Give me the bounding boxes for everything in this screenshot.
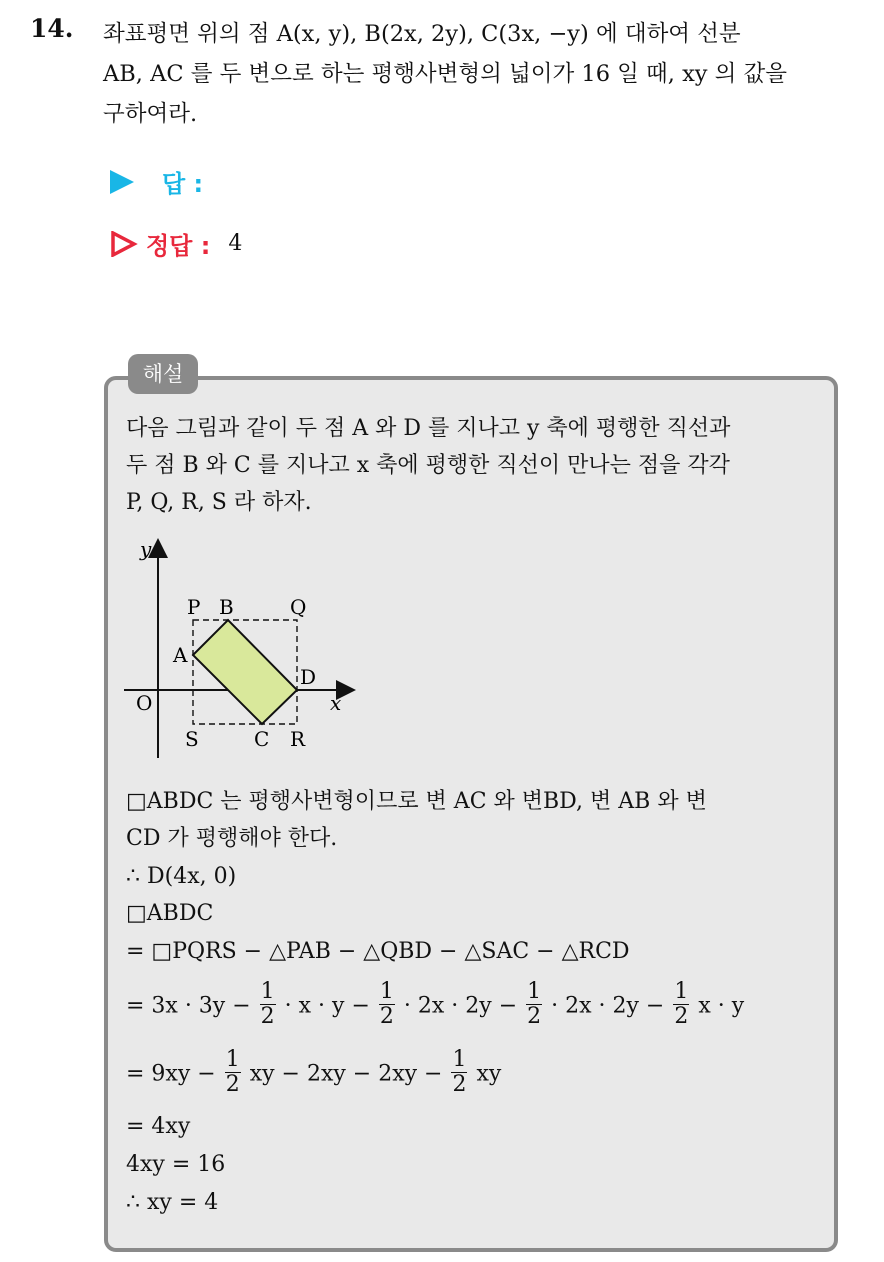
point-p-label: P <box>187 595 201 619</box>
eq2-part-a: = 9xy − <box>126 1061 216 1087</box>
equation-line-2 <box>126 1047 502 1099</box>
question-line-3: 구하여라. <box>103 101 198 127</box>
question-number: 14. <box>30 14 74 43</box>
fraction-half <box>379 980 395 1029</box>
eq1-part-b: · x · y − <box>284 993 370 1019</box>
explanation-intro <box>126 410 826 521</box>
fraction-denominator: 2 <box>452 1072 467 1097</box>
fraction-denominator: 2 <box>260 1004 275 1029</box>
answer-row <box>110 164 203 199</box>
fraction-denominator: 2 <box>379 1004 394 1029</box>
fraction-numerator: 1 <box>674 979 689 1004</box>
coordinate-diagram <box>118 532 368 762</box>
outline-arrow-icon <box>110 231 138 257</box>
fraction-denominator: 2 <box>527 1004 542 1029</box>
eq1-part-e: x · y <box>698 993 745 1019</box>
fraction-half <box>673 980 689 1029</box>
solution-line-3: ∴ D(4x, 0) <box>126 864 237 889</box>
answer-label: 답 : <box>162 170 204 198</box>
fraction-half <box>225 1048 241 1097</box>
x-axis-label: x <box>330 691 342 715</box>
explanation-tag: 해설 <box>128 354 198 394</box>
intro-line-3: P, Q, R, S 라 하자. <box>126 490 312 515</box>
tail-line-2: 4xy = 16 <box>126 1152 226 1177</box>
point-q-label: Q <box>290 595 307 619</box>
solution-line-2: CD 가 평행해야 한다. <box>126 826 338 851</box>
eq1-part-a: = 3x · 3y − <box>126 993 251 1019</box>
solution-line-1: □ABDC 는 평행사변형이므로 변 AC 와 변BD, 변 AB 와 변 <box>126 789 707 814</box>
play-arrow-icon <box>110 170 134 194</box>
fraction-half <box>451 1048 467 1097</box>
point-r-label: R <box>290 727 306 751</box>
intro-line-2: 두 점 B 와 C 를 지나고 x 축에 평행한 직선이 만나는 점을 각각 <box>126 453 730 478</box>
tail-line-3: ∴ xy = 4 <box>126 1190 219 1215</box>
equation-line-1 <box>126 979 745 1031</box>
correct-answer-label: 정답 : <box>146 232 211 260</box>
eq1-part-d: · 2x · 2y − <box>551 993 665 1019</box>
eq2-part-c: xy <box>476 1061 502 1087</box>
fraction-numerator: 1 <box>379 979 394 1004</box>
fraction-numerator: 1 <box>452 1047 467 1072</box>
fraction-numerator: 1 <box>527 979 542 1004</box>
origin-label: O <box>136 691 153 715</box>
question-line-1: 좌표평면 위의 점 A(x, y), B(2x, 2y), C(3x, −y) 에 대하여 선분 <box>103 21 741 47</box>
fraction-numerator: 1 <box>225 1047 240 1072</box>
fraction-half <box>260 980 276 1029</box>
solution-line-5: = □PQRS − △PAB − △QBD − △SAC − △RCD <box>126 939 630 964</box>
correct-answer-row <box>110 226 242 261</box>
intro-line-1: 다음 그림과 같이 두 점 A 와 D 를 지나고 y 축에 평행한 직선과 <box>126 416 731 441</box>
question-text <box>103 14 863 134</box>
solution-line-4: □ABDC <box>126 901 214 926</box>
point-d-label: D <box>300 665 317 689</box>
eq2-part-b: xy − 2xy − 2xy − <box>249 1061 443 1087</box>
parallelogram-abdc <box>193 620 297 724</box>
fraction-numerator: 1 <box>260 979 275 1004</box>
fraction-half <box>526 980 542 1029</box>
tail-line-1: = 4xy <box>126 1114 191 1139</box>
point-s-label: S <box>185 727 199 751</box>
question-line-2: AB, AC 를 두 변으로 하는 평행사변형의 넓이가 16 일 때, xy 의 값을 <box>103 61 787 87</box>
correct-answer-value: 4 <box>228 231 243 256</box>
y-axis-label: y <box>140 537 152 561</box>
point-c-label: C <box>254 727 270 751</box>
point-a-label: A <box>173 643 188 667</box>
eq1-part-c: · 2x · 2y − <box>403 993 518 1019</box>
point-b-label: B <box>219 595 234 619</box>
fraction-denominator: 2 <box>674 1004 689 1029</box>
fraction-denominator: 2 <box>225 1072 240 1097</box>
